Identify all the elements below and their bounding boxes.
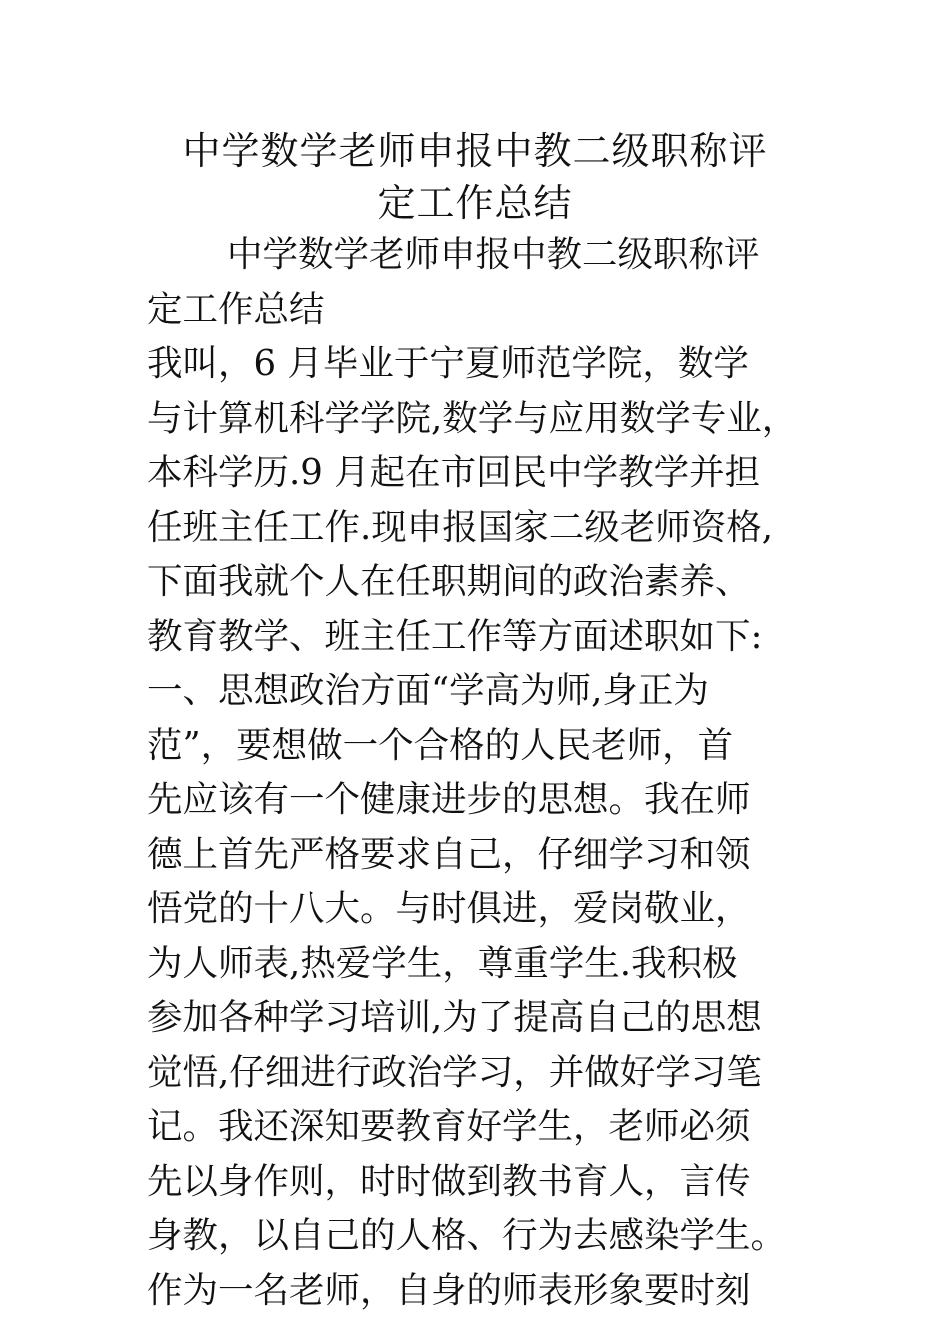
body-line: 作为一名老师，自身的师表形象要时刻 (147, 1269, 751, 1311)
body-line: 记。我还深知要教育好学生，老师必须 (147, 1106, 751, 1147)
body-line: 范”，要想做一个合格的人民老师，首 (147, 724, 734, 766)
body-line: 为人师表,热爱学生，尊重学生.我积极 (147, 942, 738, 984)
title-line: 定工作总结 (377, 181, 573, 225)
body-line: 我叫，6 月毕业于宁夏师范学院，数学 (147, 343, 749, 384)
body-line: 下面我就个人在任职期间的政治素养、 (147, 561, 751, 602)
title-line: 中学数学老师申报中教二级职称评 (182, 129, 768, 173)
body-line: 本科学历.9 月起在市回民中学教学并担 (147, 452, 761, 493)
body-line: 任班主任工作.现申报国家二级老师资格, (147, 506, 774, 548)
body-line: 德上首先严格要求自己，仔细学习和领 (147, 833, 751, 875)
body-line: 先应该有一个健康进步的思想。我在师 (147, 779, 751, 820)
body-line: 觉悟,仔细进行政治学习，并做好学习笔 (147, 1051, 762, 1093)
body-line: 先以身作则，时时做到教书育人，言传 (147, 1160, 751, 1202)
body-line: 身教，以自己的人格、行为去感染学生。 (147, 1215, 787, 1256)
body-line: 参加各种学习培训,为了提高自己的思想 (147, 997, 762, 1038)
document-title (145, 125, 805, 229)
body-line: 教育教学、班主任工作等方面述职如下: (147, 615, 763, 657)
body-line: 与计算机科学学院,数学与应用数学专业， (147, 397, 798, 439)
document-body (147, 228, 847, 1318)
body-line: 定工作总结 (147, 288, 325, 330)
body-line: 一、思想政治方面“学高为师,身正为 (147, 670, 709, 711)
body-line: 悟党的十八大。与时俱进，爱岗敬业， (147, 888, 751, 929)
body-line: 中学数学老师申报中教二级职称评 (227, 234, 760, 275)
